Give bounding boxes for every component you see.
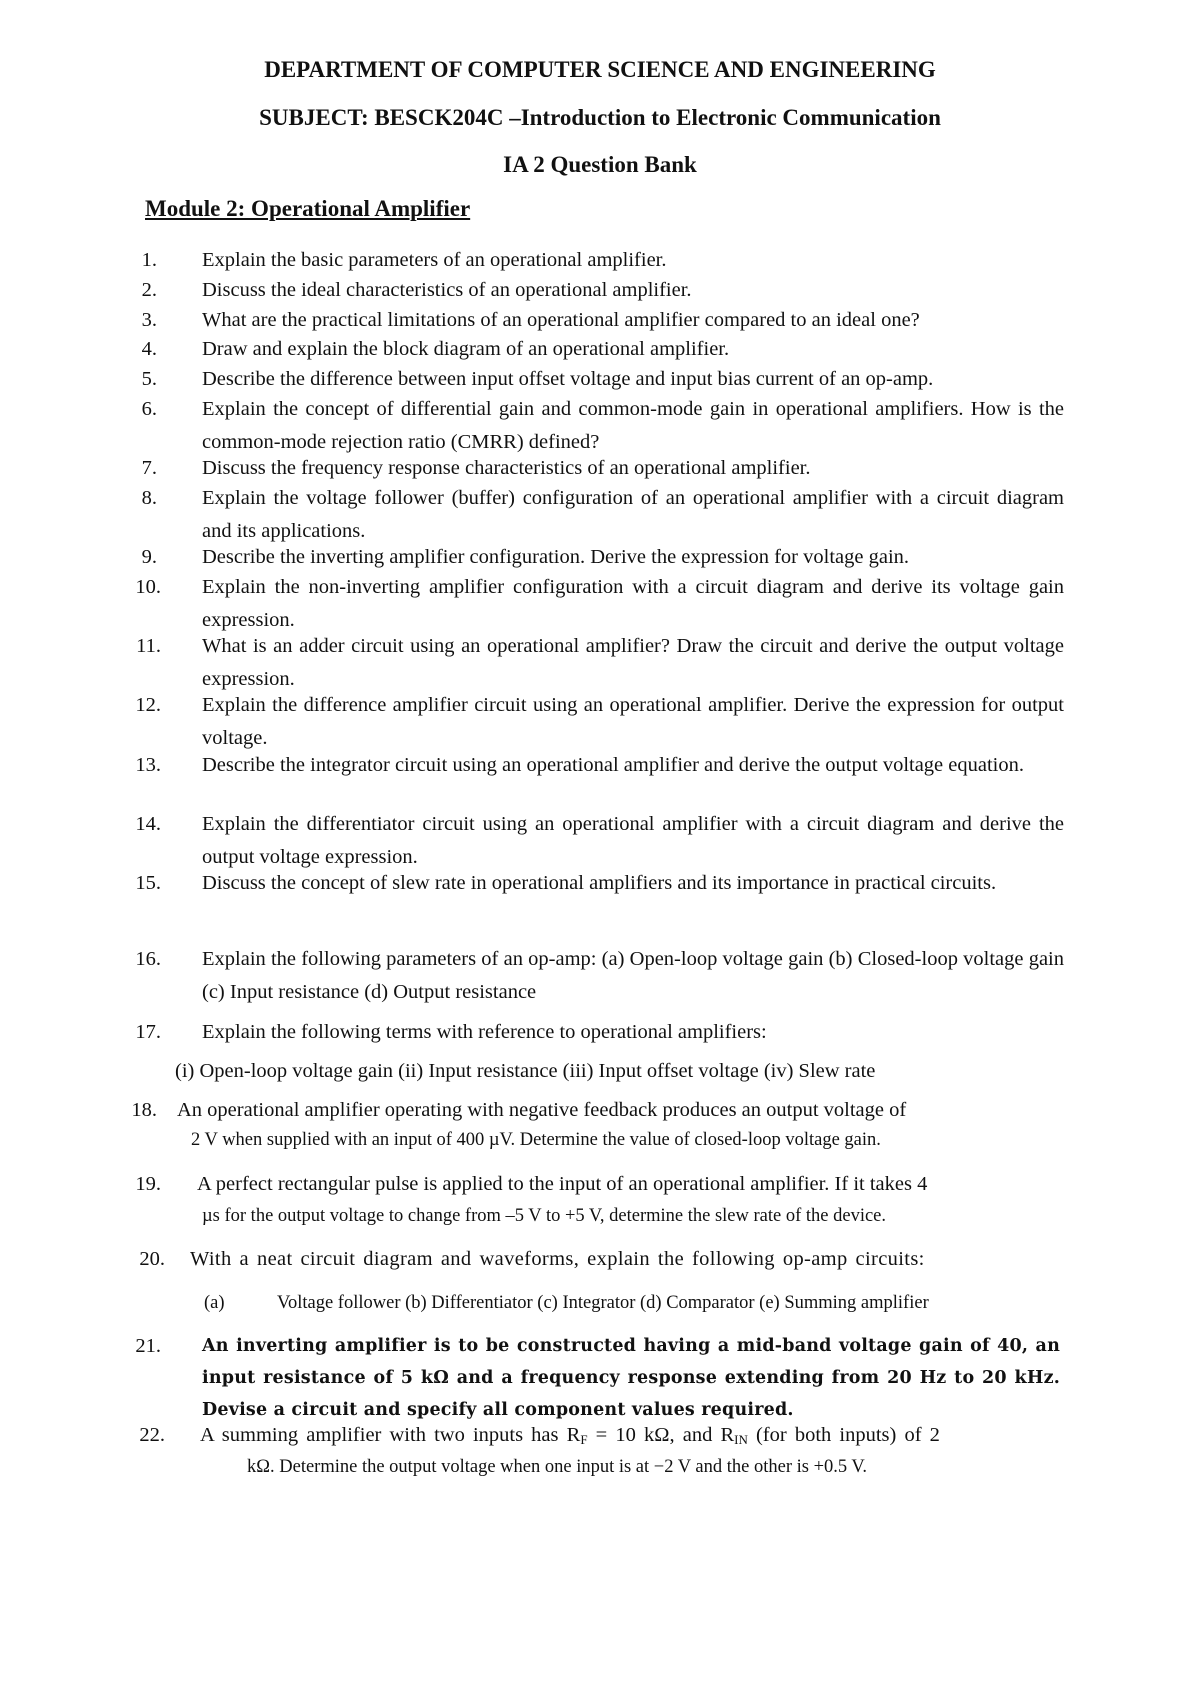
question-number: 15. [135,872,161,894]
question-sub-label: (a) [204,1293,225,1313]
question-number: 22. [139,1424,165,1446]
question-text-line2: µs for the output voltage to change from –5 V to +5 V, determine the slew rate of the device. [202,1206,887,1226]
question-text: Describe the inverting amplifier configuration. Derive the expression for voltage gain. [202,546,910,568]
department-heading: DEPARTMENT OF COMPUTER SCIENCE AND ENGINEERING [264,57,936,82]
question-text: With a neat circuit diagram and waveforms, explain the following op-amp circuits: [190,1248,925,1270]
question-number: 14. [135,813,161,835]
question-number: 13. [135,754,161,776]
question-text: What is an adder circuit using an operational amplifier? Draw the circuit and derive the output voltage expression. [202,635,1064,690]
question-text: Describe the integrator circuit using an operational amplifier and derive the output voltage equation. [202,754,1024,776]
question-text: Explain the following parameters of an op-amp: (a) Open-loop voltage gain (b) Closed-loop voltage gain (c) Input resistance (d) Output resistance [202,948,1064,1003]
question-number: 17. [135,1021,161,1043]
question-text: Explain the basic parameters of an operational amplifier. [202,249,667,271]
question-text: Explain the following terms with reference to operational amplifiers: [202,1021,767,1043]
question-number: 2. [141,279,157,301]
question-number: 6. [141,398,157,420]
question-text-line1: A perfect rectangular pulse is applied to the input of an operational amplifier. If it takes 4 [197,1173,928,1195]
question-number: 8. [141,487,157,509]
question-text-part: = 10 kΩ, and R [587,1424,735,1446]
question-number: 7. [141,457,157,479]
question-number: 12. [135,694,161,716]
question-text: Explain the concept of differential gain and common-mode gain in operational amplifiers. How is the common-mode rejection ratio (CMRR) defined? [202,398,1064,453]
question-number: 19. [135,1173,161,1195]
question-number: 9. [141,546,157,568]
question-text-line2: 2 V when supplied with an input of 400 µV. Determine the value of closed-loop voltage gain. [191,1130,881,1150]
question-number: 16. [135,948,161,970]
question-number: 5. [141,368,157,390]
question-sub-line: Voltage follower (b) Differentiator (c) Integrator (d) Comparator (e) Summing amplifier [277,1293,929,1313]
module-title: Module 2: Operational Amplifier [145,196,471,221]
question-number: 1. [141,249,157,271]
question-number: 20. [139,1248,165,1270]
question-number: 11. [136,635,161,657]
question-text-part: (for both inputs) of 2 [747,1424,940,1446]
question-text: Discuss the frequency response characteristics of an operational amplifier. [202,457,811,479]
question-number: 10. [135,576,161,598]
question-text: Explain the difference amplifier circuit using an operational amplifier. Derive the expression for output voltage. [202,694,1064,749]
subscript-f: F [580,1432,588,1447]
question-number: 21. [135,1335,161,1357]
question-text-part: A summing amplifier with two inputs has R [200,1424,581,1446]
question-number: 18. [131,1099,157,1121]
question-text: An inverting amplifier is to be constructed having a mid-band voltage gain of 40, an input resistance of 5 kΩ and a frequency response extending from 20 Hz to 20 kHz. Devise a circuit and specify all component values required. [202,1336,1060,1420]
question-text: Discuss the ideal characteristics of an operational amplifier. [202,279,692,301]
question-text: Explain the voltage follower (buffer) configuration of an operational amplifier with a circuit diagram and its applications. [202,487,1064,542]
question-text: Explain the differentiator circuit using an operational amplifier with a circuit diagram and derive the output voltage expression. [202,813,1064,868]
subscript-in: IN [734,1432,748,1447]
subject-heading: SUBJECT: BESCK204C –Introduction to Electronic Communication [259,105,941,130]
exam-heading: IA 2 Question Bank [503,152,697,177]
question-text: Discuss the concept of slew rate in operational amplifiers and its importance in practical circuits. [202,872,997,894]
question-text: Explain the non-inverting amplifier configuration with a circuit diagram and derive its voltage gain expression. [202,576,1064,631]
question-number: 4. [141,338,157,360]
question-text: What are the practical limitations of an operational amplifier compared to an ideal one? [202,309,920,331]
question-text-line1: An operational amplifier operating with negative feedback produces an output voltage of [177,1099,907,1121]
question-number: 3. [141,309,157,331]
question-text: Describe the difference between input offset voltage and input bias current of an op-amp. [202,368,934,390]
question-sub-line: (i) Open-loop voltage gain (ii) Input resistance (iii) Input offset voltage (iv) Slew rate [175,1060,876,1082]
question-text: Draw and explain the block diagram of an operational amplifier. [202,338,730,360]
question-text-line2: kΩ. Determine the output voltage when one input is at −2 V and the other is +0.5 V. [247,1457,868,1477]
